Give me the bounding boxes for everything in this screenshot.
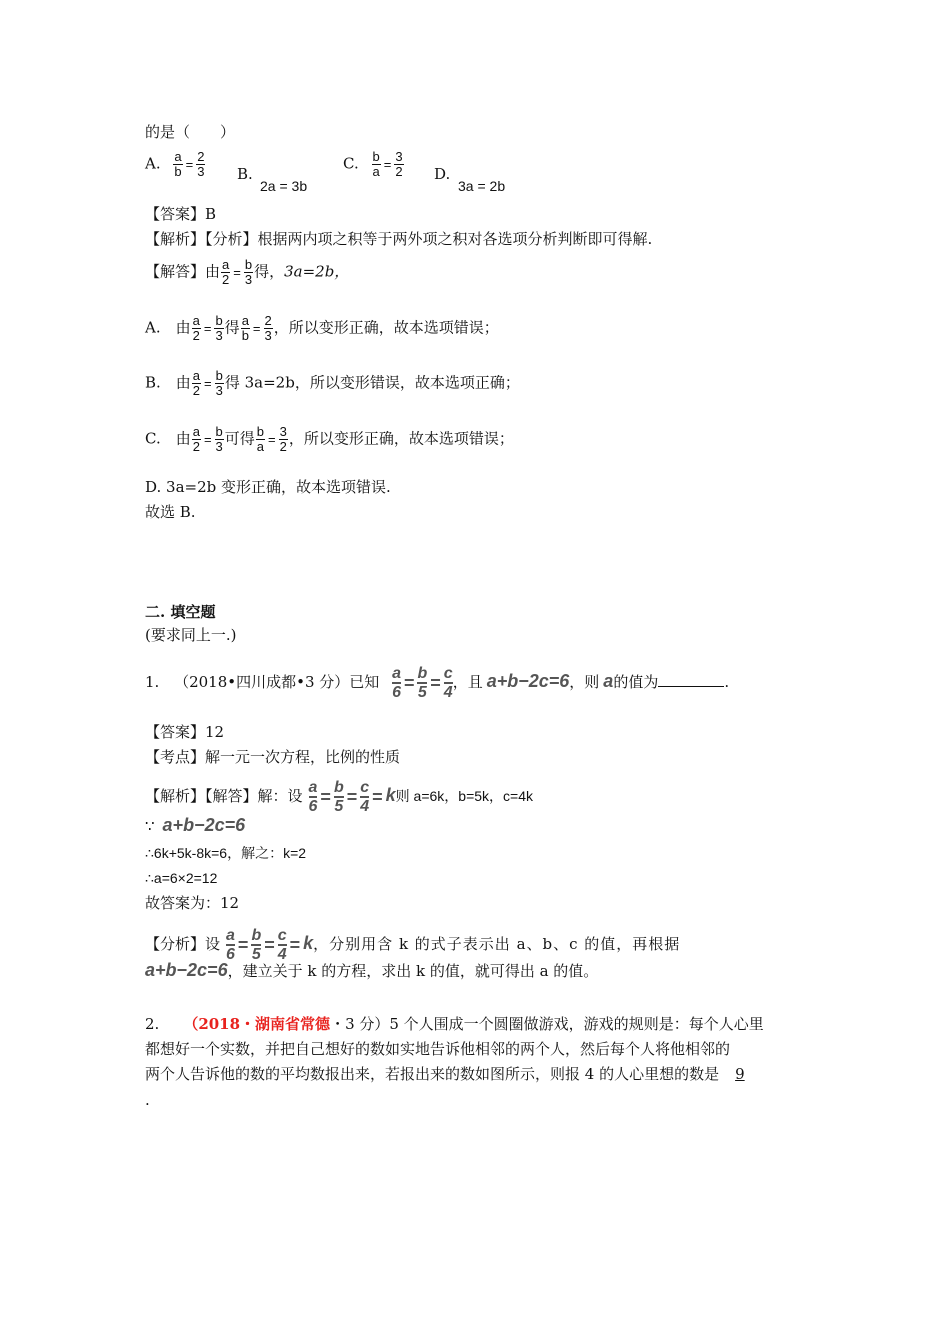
analysis-line: 【解析】【分析】根据两内项之积等于两外项之积对各选项分析判断即可得解. xyxy=(145,230,653,248)
question-1-stem: 1. （2018•四川成都•3 分）已知 $\frac{a}{6}$ = $\frac{b}{5}$ = $\frac{c}{4}$ ，且 a+b−2c=6，则 a的值为 . xyxy=(145,665,730,701)
q1-kaodian: 【考点】解一元一次方程，比例的性质 xyxy=(145,748,401,766)
solution-line-c: C. 由 $\frac{a}{2}$ = $\frac{b}{3}$ 可得 $\frac{b}{a}$ = $\frac{3}{2}$ ，所以变形正确，故本选项错误； xyxy=(145,424,514,454)
solution-line-a: A. 由 $\frac{a}{2}$ = $\frac{b}{3}$ 得 $\frac{a}{b}$ = $\frac{2}{3}$ ，所以变形正确，故本选项错误； xyxy=(145,313,499,343)
conclusion-line: 故选 B. xyxy=(145,503,196,521)
q1-step2: ∴a=6×2=12 xyxy=(145,870,218,886)
option-d-expr: 3a = 2b xyxy=(458,178,506,194)
option-b: B. xyxy=(237,165,253,183)
q2-answer: 9 xyxy=(735,1065,745,1083)
q1-solution: 【解析】【解答】解：设 $\frac{a}{6}$ = $\frac{b}{5}$ = $\frac{c}{4}$ = k则 a=6k，b=5k，c=4k xyxy=(145,779,534,815)
q1-step1: ∴6k+5k-8k=6，解之：k=2 xyxy=(145,845,307,861)
q1-final: 故答案为：12 xyxy=(145,894,240,912)
question-2-period: . xyxy=(145,1091,150,1109)
section-title: 二. 填空题 xyxy=(145,603,216,621)
q1-analysis-cont: a+b−2c=6，建立关于 k 的方程，求出 k 的值，就可得出 a 的值。 xyxy=(145,960,599,980)
question-stem-end: 的是（ ） xyxy=(145,123,236,141)
section-note: (要求同上一.) xyxy=(145,626,237,644)
option-d: D. xyxy=(434,165,451,183)
answer-line: 【答案】B xyxy=(145,205,217,223)
answer-blank[interactable] xyxy=(658,672,724,687)
option-b-expr: 2a = 3b xyxy=(260,178,308,194)
q1-because: ∵ a+b−2c=6 xyxy=(145,815,246,835)
question-2-line1: 2. （2018・湖南省常德・3 分）5 个人围成一个圆圈做游戏，游戏的规则是：每个人心里 xyxy=(145,1015,764,1033)
question-2-line2: 都想好一个实数，并把自己想好的数如实地告诉他相邻的两个人，然后每个人将他相邻的 xyxy=(145,1040,731,1058)
solution-line: 【解答】由 $\frac{a}{2}$ = $\frac{b}{3}$ 得，3a=2b， xyxy=(145,257,350,287)
solution-line-d: D. 3a=2b 变形正确，故本选项错误. xyxy=(145,478,391,496)
option-a: A. $\frac{a}{b}$ = $\frac{2}{3}$ xyxy=(145,149,205,179)
solution-line-b: B. 由 $\frac{a}{2}$ = $\frac{b}{3}$ 得 3a=2b，所以变形错误，故本选项正确； xyxy=(145,368,520,398)
q1-answer: 【答案】12 xyxy=(145,723,225,741)
option-c: C. $\frac{b}{a}$ = $\frac{3}{2}$ xyxy=(343,149,403,179)
question-2-line3: 两个人告诉他的数的平均数报出来，若报出来的数如图所示，则报 4 的人心里想的数是 9 xyxy=(145,1065,745,1083)
q1-analysis: 【分析】设 $\frac{a}{6}$ = $\frac{b}{5}$ = $\frac{c}{4}$ = k，分别用含 k 的式子表示出 a、b、c 的值，再根据 xyxy=(145,927,681,963)
